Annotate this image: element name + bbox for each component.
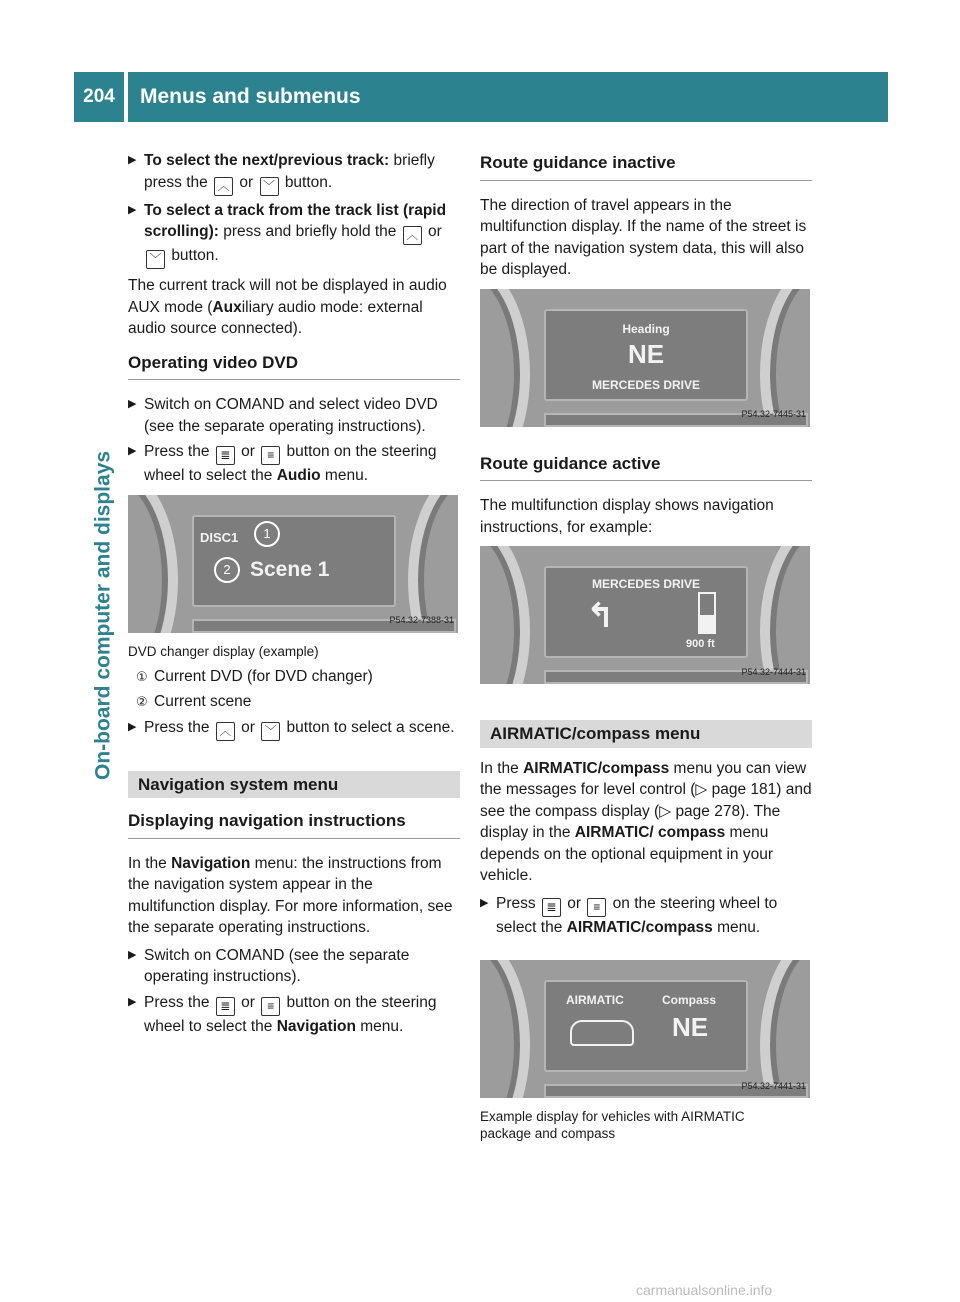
section-bar-heading: Navigation system menu [128, 771, 460, 799]
menu-forward-button-icon: ≡ [261, 997, 280, 1016]
section-heading: Operating video DVD [128, 352, 460, 381]
watermark: carmanualsonline.info [636, 1282, 773, 1298]
side-title: On-board computer and displays [91, 450, 115, 780]
section-heading: Route guidance inactive [480, 152, 812, 181]
down-button-icon: ﹀ [261, 722, 280, 741]
page-reference[interactable]: page 278 [675, 802, 741, 820]
callout-1: 1 [254, 521, 280, 547]
list-item: ▶ Press the ≣ or ≡ button on the steering wheel to select the Navigation menu. [128, 993, 437, 1035]
section-heading: Displaying navigation instructions [128, 810, 460, 839]
heading-display-image [480, 289, 810, 427]
bullet-arrow-icon: ▶ [128, 948, 137, 961]
menu-back-button-icon: ≣ [216, 446, 235, 465]
legend-number: ① [136, 668, 148, 684]
vehicle-level-icon [570, 1020, 634, 1046]
image-caption: Example display for vehicles with AIRMATIC package and compass [480, 1109, 745, 1141]
up-button-icon: ︿ [214, 177, 233, 196]
page-header [74, 72, 888, 122]
display-screen: MERCEDES DRIVE ↰ 900 ft [544, 566, 748, 658]
route-display-image [480, 546, 810, 684]
up-button-icon: ︿ [216, 722, 235, 741]
bullet-arrow-icon: ▶ [128, 154, 137, 166]
left-column [128, 150, 460, 1041]
gauge-arc-left [128, 495, 178, 633]
gauge-arc-left [480, 289, 530, 427]
bullet-arrow-icon: ▶ [128, 445, 137, 457]
callout-2: 2 [214, 557, 240, 583]
paragraph: In the Navigation menu: the instructions from the navigation system appear in the multifunction display. For more information, see the separate operating instructions. [128, 854, 453, 936]
distance-bar-icon [698, 592, 716, 634]
gauge-arc-left [480, 546, 530, 684]
bullet-arrow-icon: ▶ [128, 203, 137, 216]
paragraph: The current track will not be displayed in audio AUX mode (Auxiliary audio mode: external audio source connected). [128, 277, 447, 337]
dvd-display-image [128, 495, 458, 633]
section-bar-heading: AIRMATIC/compass menu [480, 720, 812, 748]
image-code: P54.32-7388-31 [389, 615, 454, 625]
list-item: ▶ Press ≣ or ≡ on the steering wheel to select the AIRMATIC/compass menu. [480, 894, 778, 936]
menu-back-button-icon: ≣ [542, 898, 561, 917]
display-screen: Heading NE MERCEDES DRIVE [544, 309, 748, 401]
page-ref-arrow-icon: ▷ [695, 781, 708, 798]
gauge-arc-left [480, 960, 530, 1098]
list-item: ▶ To select a track from the track list (rapid scrolling): press and briefly hold the ︿ or ﹀ button. [128, 200, 460, 270]
list-item: ▶ Switch on COMAND (see the separate operating instructions). [128, 946, 410, 985]
down-button-icon: ﹀ [146, 250, 165, 269]
paragraph: The multifunction display shows navigation instructions, for example: [480, 497, 774, 536]
image-code: P54.32-7441-31 [741, 1080, 806, 1091]
right-column [480, 150, 812, 1148]
image-code: P54.32-7444-31 [741, 666, 806, 677]
menu-back-button-icon: ≣ [216, 997, 235, 1016]
menu-forward-button-icon: ≡ [587, 898, 606, 917]
menu-forward-button-icon: ≡ [261, 446, 280, 465]
image-code: P54.32-7445-31 [741, 409, 806, 419]
down-button-icon: ﹀ [260, 177, 279, 196]
side-title-block [88, 140, 128, 780]
bullet-arrow-icon: ▶ [128, 398, 137, 410]
list-item: ▶ Press the ︿ or ﹀ button to select a scene. [128, 717, 460, 741]
legend-item: ① Current DVD (for DVD changer) [128, 666, 460, 688]
section-heading: Route guidance active [480, 453, 812, 482]
page-reference[interactable]: page 181 [711, 781, 777, 798]
page-ref-arrow-icon: ▷ [659, 802, 672, 820]
legend-number: ② [136, 694, 148, 709]
display-screen: AIRMATIC Compass NE [544, 980, 748, 1072]
up-button-icon: ︿ [403, 226, 422, 245]
page-title: Menus and submenus [140, 85, 361, 109]
turn-left-arrow-icon: ↰ [586, 597, 615, 635]
page-number: 204 [83, 86, 115, 108]
legend-item: ② Current scene [128, 691, 460, 713]
paragraph: The direction of travel appears in the multifunction display. If the name of the street is part of the navigation system data, this will also be displayed. [480, 196, 807, 278]
bullet-arrow-icon: ▶ [128, 995, 137, 1008]
display-screen: DISC1 Scene 1 [192, 515, 396, 607]
bullet-arrow-icon: ▶ [128, 720, 137, 733]
list-item: ▶ Press the ≣ or ≡ button on the steering wheel to select the Audio menu. [128, 443, 437, 484]
image-caption: DVD changer display (example) [128, 643, 319, 659]
paragraph: In the AIRMATIC/compass menu you can view the messages for level control (▷ page 181) and see the compass display (▷ page 278). The display in the AIRMATIC/ compass menu depends on the optional equipment in your vehicle. [480, 759, 812, 884]
bullet-arrow-icon: ▶ [480, 896, 489, 909]
list-item: ▶ To select the next/previous track: briefly press the ︿ or ﹀ button. [128, 150, 460, 196]
airmatic-display-image [480, 960, 810, 1098]
list-item: ▶ Switch on COMAND and select video DVD (see the separate operating instructions). [128, 396, 438, 435]
